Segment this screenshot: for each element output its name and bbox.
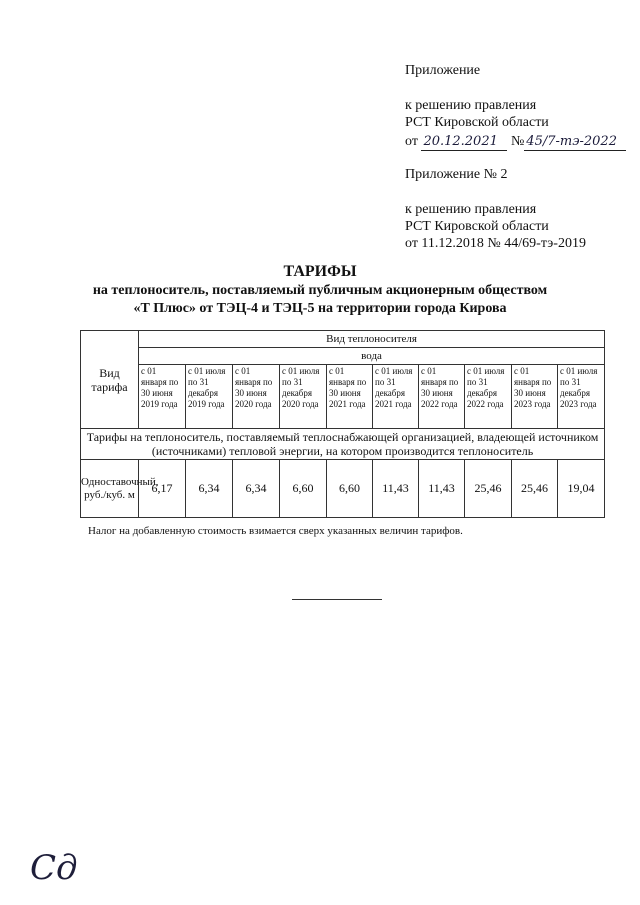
tariff-value: 11,43 (419, 460, 465, 518)
header-appendix-2: Приложение № 2 (405, 167, 508, 182)
page-title: ТАРИФЫ (283, 263, 357, 280)
header-authority-2: РСТ Кировской области (405, 219, 549, 234)
period-cell: с 01 июля по 31 декабря 2019 года (186, 365, 233, 429)
tariff-value: 25,46 (465, 460, 512, 518)
header-date-line (405, 133, 626, 151)
handwritten-date: 20.12.2021 (421, 133, 507, 151)
tariff-value: 6,34 (233, 460, 280, 518)
period-cell: с 01 января по 30 июня 2019 года (139, 365, 186, 429)
tariff-value: 11,43 (373, 460, 419, 518)
tariff-value: 19,04 (558, 460, 605, 518)
tariff-value: 6,60 (327, 460, 373, 518)
period-cell: с 01 января по 30 июня 2022 года (419, 365, 465, 429)
water-subheader: вода (139, 348, 605, 365)
tariff-value: 6,60 (280, 460, 327, 518)
period-cell: с 01 июля по 31 декабря 2021 года (373, 365, 419, 429)
tariff-value: 6,34 (186, 460, 233, 518)
period-cell: с 01 января по 30 июня 2023 года (512, 365, 558, 429)
period-cell: с 01 января по 30 июня 2020 года (233, 365, 280, 429)
period-cell: с 01 июля по 31 декабря 2020 года (280, 365, 327, 429)
header-authority: РСТ Кировской области (405, 115, 549, 130)
coolant-type-header: Вид теплоносителя (139, 331, 605, 348)
section-description: Тарифы на теплоноситель, поставляемый теплоснабжающей организацией, владеющей источником (источниками) тепловой энергии, на котором производится теплоноситель (81, 429, 605, 460)
tariff-value: 25,46 (512, 460, 558, 518)
header-appendix: Приложение (405, 63, 481, 78)
title-line-1: на теплоноситель, поставляемый публичным акционерным обществом (92, 283, 548, 298)
header-decision-2: к решению правления (405, 202, 537, 217)
period-cell: с 01 июля по 31 декабря 2022 года (465, 365, 512, 429)
signature: Сд (30, 848, 78, 888)
tariff-value: 6,17 (139, 460, 186, 518)
period-cell: с 01 января по 30 июня 2021 года (327, 365, 373, 429)
divider-line (292, 599, 382, 600)
header-number-sign: № (510, 134, 525, 149)
table-row (81, 460, 605, 518)
title-line-2: «Т Плюс» от ТЭЦ-4 и ТЭЦ-5 на территории города Кирова (133, 301, 507, 316)
handwritten-number: 45/7-тэ-2022 (524, 133, 626, 151)
header-date-2: от 11.12.2018 № 44/69-тэ-2019 (405, 236, 586, 251)
header-decision: к решению правления (405, 98, 537, 113)
periods-row (81, 365, 605, 429)
period-cell: с 01 июля по 31 декабря 2023 года (558, 365, 605, 429)
tariff-type-header: Вид тарифа (81, 331, 139, 429)
tariff-table (80, 330, 605, 518)
vat-note: Налог на добавленную стоимость взимается сверх указанных величин тарифов. (88, 525, 463, 537)
header-date-prefix: от (405, 134, 418, 149)
row-label: Одноставочный, руб./куб. м (81, 460, 139, 518)
